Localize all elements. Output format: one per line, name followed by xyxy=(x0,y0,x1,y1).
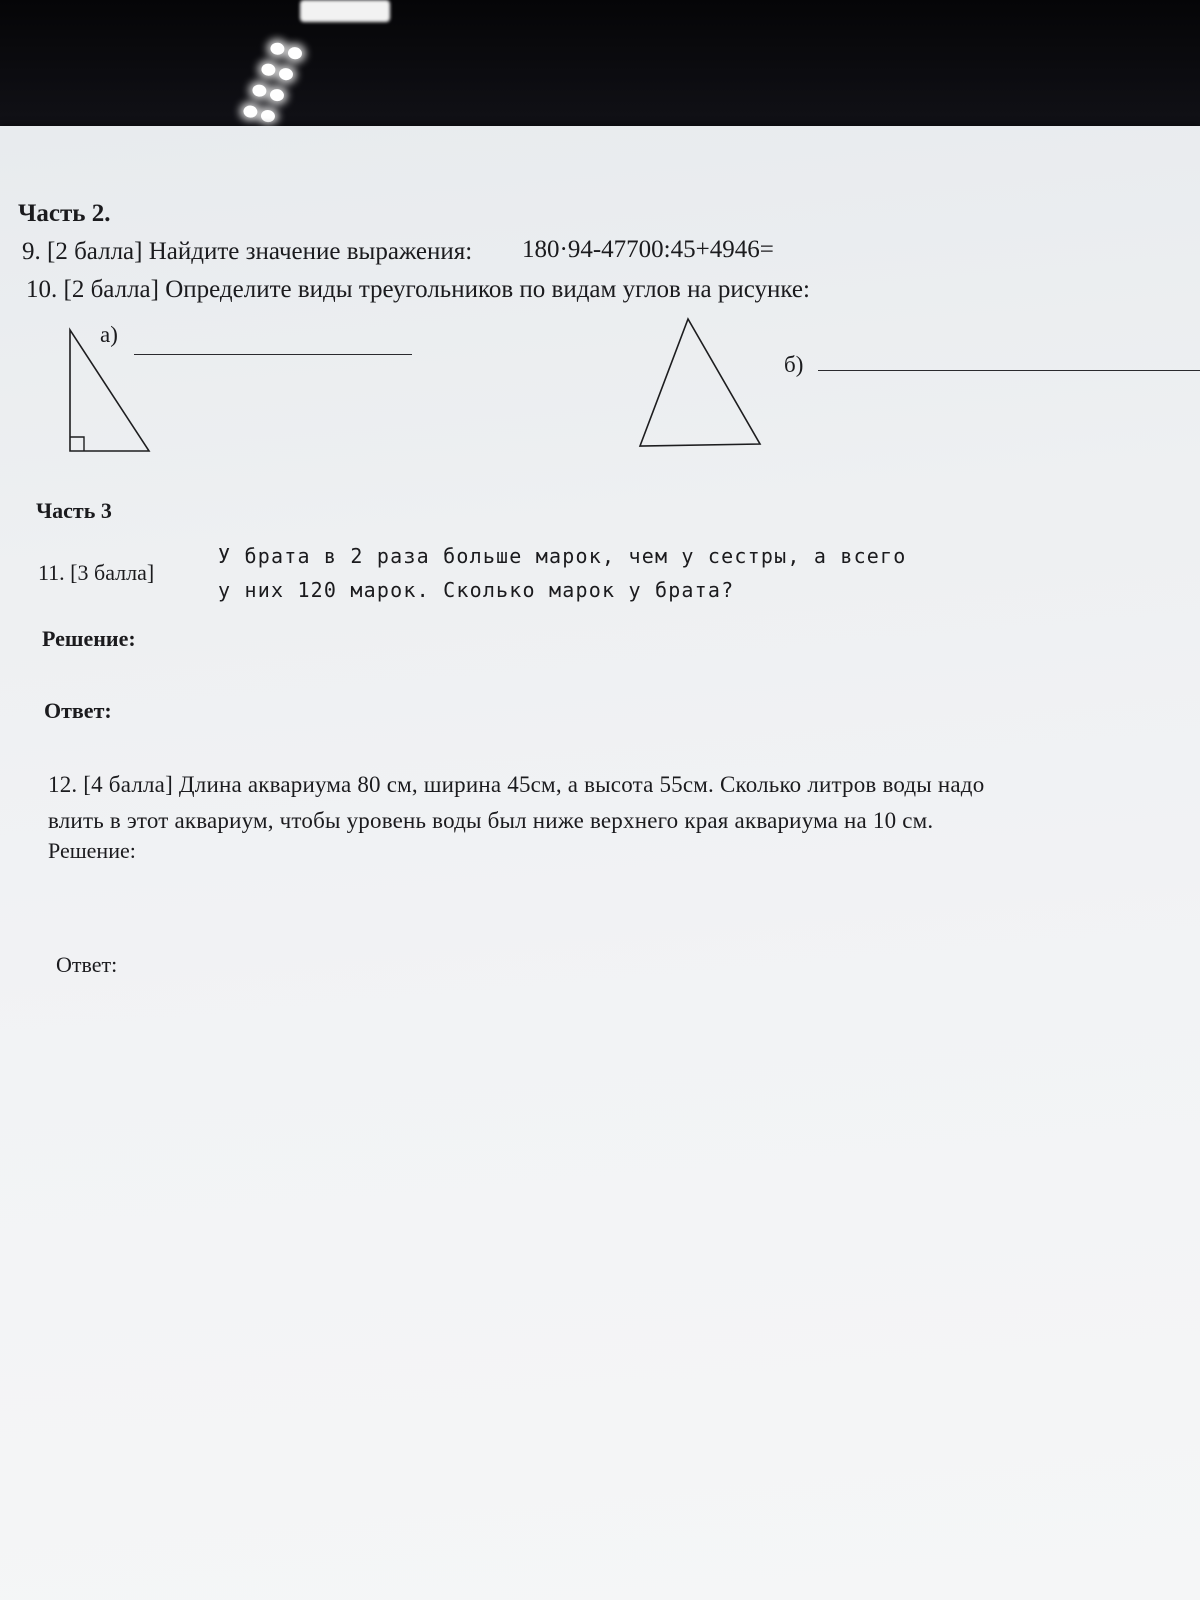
right-triangle-figure xyxy=(60,326,160,456)
question-10-text: 10. [2 балла] Определите виды треугольников по видам углов на рисунке: xyxy=(26,276,810,303)
question-10-label-b: б) xyxy=(784,352,804,377)
question-11-line-1: У брата в 2 раза больше марок, чем у сестры, а всего xyxy=(218,544,907,568)
led-lamp-glare xyxy=(223,25,316,135)
question-12-line-1: 12. [4 балла] Длина аквариума 80 см, ширина 45см, а высота 55см. Сколько литров воды надо xyxy=(48,772,985,797)
question-10-answer-line-b[interactable] xyxy=(818,370,1200,371)
ceiling-lamp-glare xyxy=(300,0,390,22)
dark-background xyxy=(0,0,1200,140)
question-11-line-2: у них 120 марок. Сколько марок у брата? xyxy=(218,578,735,602)
acute-triangle-figure xyxy=(630,316,760,450)
part2-heading: Часть 2. xyxy=(18,200,111,227)
question-9-expression: 180·94-47700:45+4946= xyxy=(522,236,774,263)
question-12-line-2: влить в этот аквариум, чтобы уровень воды был ниже верхнего края аквариума на 10 см. xyxy=(48,808,934,833)
question-11-number: 11. [3 балла] xyxy=(38,560,155,585)
question-12-answer-label: Ответ: xyxy=(56,952,118,977)
question-9-text: 9. [2 балла] Найдите значение выражения: xyxy=(22,238,473,265)
question-11-answer-label: Ответ: xyxy=(44,698,112,723)
question-12-solution-label: Решение: xyxy=(48,838,136,863)
question-10-label-a: а) xyxy=(100,322,118,347)
question-11-solution-label: Решение: xyxy=(42,626,136,651)
question-10-answer-line-a[interactable] xyxy=(134,354,412,355)
part3-heading: Часть 3 xyxy=(36,498,112,523)
worksheet-page xyxy=(0,126,1200,1600)
